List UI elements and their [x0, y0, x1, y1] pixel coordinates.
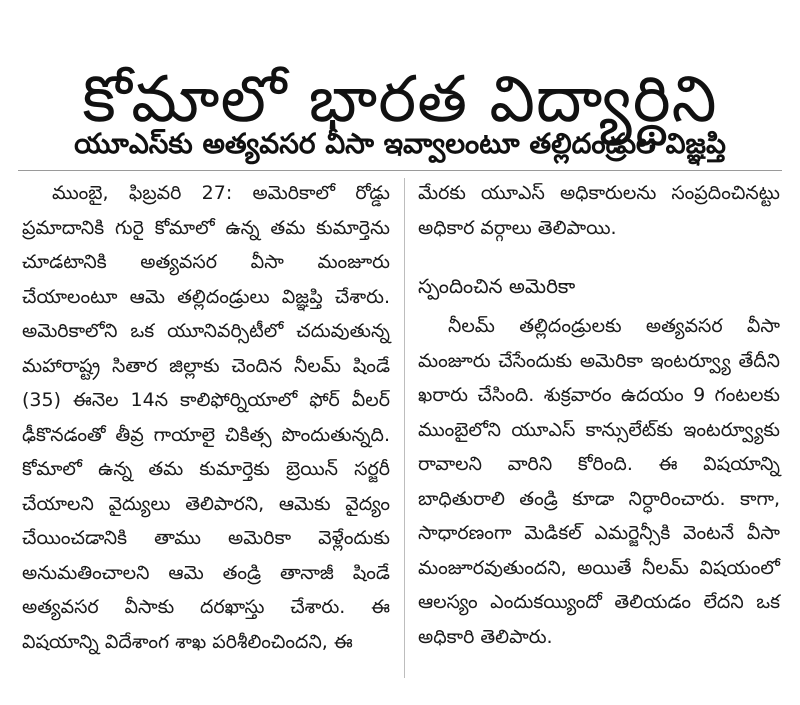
article-subheadline: యూఎస్‌కు అత్యవసర వీసా ఇవ్వాలంటూ తల్లిదండ్రుల విజ్ఞప్తి	[74, 127, 726, 160]
headline-rule	[18, 170, 782, 171]
article-headline: కోమాలో భారత విద్యార్థిని	[82, 62, 718, 137]
section-title: స్పందించిన అమెరికా	[418, 274, 576, 298]
continuation-paragraph: మేరకు యూఎస్ అధికారులను సంప్రదించినట్టు అధికార వర్గాలు తెలిపాయి.	[418, 182, 780, 239]
section-paragraph: నీలమ్ తల్లిదండ్రులకు అత్యవసర వీసా మంజూరు చేసేందుకు అమెరికా ఇంటర్వ్యూ తేదీని ఖరారు చేసింది. శుక్రవారం ఉదయం 9 గంటలకు ముంబైలోని యూఎస్ కాన్సులేట్‌కు ఇంటర్వ్యూకు రావాలని వారిని కోరింది. ఈ విషయాన్ని బాధితురాలి తండ్రి కూడా నిర్ధారించారు. కాగా, సాధారణంగా మెడికల్ ఎమర్జెన్సీకి వెంటనే వీసా మంజూరవుతుందని, అయితే నీలమ్ విషయంలో ఆలస్యం ఎందుకయ్యిందో తెలియడం లేదని ఒక అధికారి తెలిపారు.	[418, 315, 780, 648]
column-divider	[404, 178, 405, 678]
left-column	[22, 176, 390, 659]
right-column	[418, 176, 780, 654]
lead-paragraph: ముంబై, ఫిబ్రవరి 27: అమెరికాలో రోడ్డు ప్రమాదానికి గురై కోమాలో ఉన్న తమ కుమార్తెను చూడటానికి అత్యవసర వీసా మంజూరు చేయాలంటూ ఆమె తల్లిదండ్రులు విజ్ఞప్తి చేశారు. అమెరికాలోని ఒక యూనివర్సిటీలో చదువుతున్న మహారాష్ట్ర సితార జిల్లాకు చెందిన నీలమ్ షిండే (35) ఈనెల 14న కాలిఫోర్నియాలో ఫోర్ వీలర్ ఢీకొనడంతో తీవ్ర గాయాలై చికిత్స పొందుతున్నది. కోమాలో ఉన్న తమ కుమార్తెకు బ్రెయిన్ సర్జరీ చేయాలని వైద్యులు తెలిపారని, ఆమెకు వైద్యం చేయించడానికి తాము అమెరికా వెళ్లేందుకు అనుమతించాలని ఆమె తండ్రి తానాజీ షిండే అత్యవసర వీసాకు దరఖాస్తు చేశారు. ఈ విషయాన్ని విదేశాంగ శాఖ పరిశీలించిందని, ఈ	[22, 182, 390, 653]
